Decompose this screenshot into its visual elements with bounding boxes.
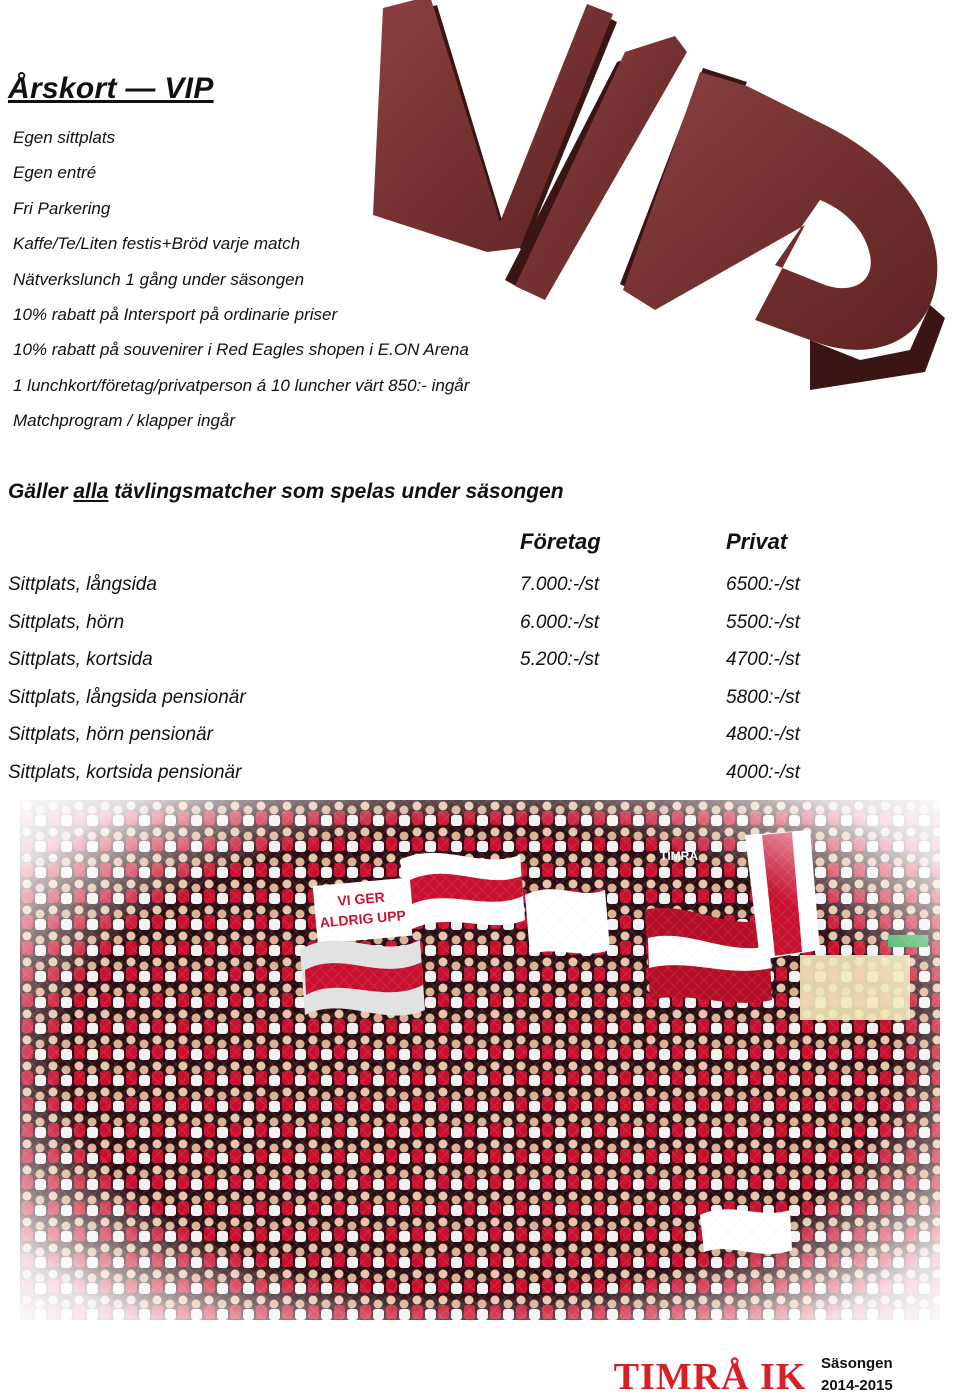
season-info: [821, 1353, 893, 1397]
benefit-item: 10% rabatt på souvenirer i Red Eagles shopen i E.ON Arena: [13, 340, 469, 360]
private-price: 6500:-/st: [726, 574, 800, 595]
price-row: [0, 683, 960, 721]
vip-graphic: [355, 0, 955, 430]
private-price: 4700:-/st: [726, 649, 800, 670]
season-label: Säsongen: [821, 1355, 893, 1372]
price-row: [0, 645, 960, 683]
price-row: [0, 570, 960, 608]
season-years: 2014-2015: [821, 1377, 893, 1394]
private-price: 4000:-/st: [726, 761, 800, 783]
price-label: Sittplats, hörn pensionär: [8, 724, 213, 745]
benefit-item: Kaffe/Te/Liten festis+Bröd varje match: [13, 234, 301, 254]
validity-note: Gäller alla tävlingsmatcher som spelas under säsongen: [8, 480, 564, 503]
private-price: 4800:-/st: [726, 724, 800, 745]
benefit-item: 10% rabatt på Intersport på ordinarie priser: [13, 304, 338, 324]
benefit-item: Egen sittplats: [13, 128, 116, 147]
timra-ik-logo: [610, 1342, 810, 1398]
vip-letter-p: [620, 68, 945, 390]
company-column-header: Företag: [520, 529, 601, 554]
benefit-item: 1 lunchkort/företag/privatperson á 10 luncher värt 850:- ingår: [13, 375, 470, 395]
price-label: Sittplats, långsida pensionär: [8, 686, 246, 708]
validity-emphasis: alla: [73, 480, 109, 503]
price-label: Sittplats, hörn: [8, 611, 125, 633]
private-price: 5800:-/st: [726, 686, 800, 708]
price-row: [0, 720, 960, 758]
company-price: 6.000:-/st: [520, 611, 600, 633]
company-price: 7.000:-/st: [520, 574, 600, 595]
company-price: 5.200:-/st: [520, 649, 600, 670]
private-price: 5500:-/st: [726, 611, 800, 633]
svg-text:TIMRÅ IK: TIMRÅ IK: [613, 1356, 807, 1398]
benefit-item: Matchprogram / klapper ingår: [13, 411, 236, 431]
benefit-item: Egen entré: [13, 163, 97, 183]
price-table: [0, 570, 960, 795]
private-column-header: Privat: [726, 529, 788, 554]
price-label: Sittplats, långsida: [8, 574, 157, 595]
crowd-photo: [20, 800, 940, 1320]
benefit-item: Nätverkslunch 1 gång under säsongen: [13, 269, 305, 289]
benefit-item: Fri Parkering: [13, 198, 111, 218]
page-title: Årskort — VIP: [8, 72, 214, 105]
price-row: [0, 758, 960, 796]
price-row: [0, 608, 960, 646]
price-label: Sittplats, kortsida pensionär: [8, 761, 242, 783]
price-label: Sittplats, kortsida: [8, 649, 153, 670]
